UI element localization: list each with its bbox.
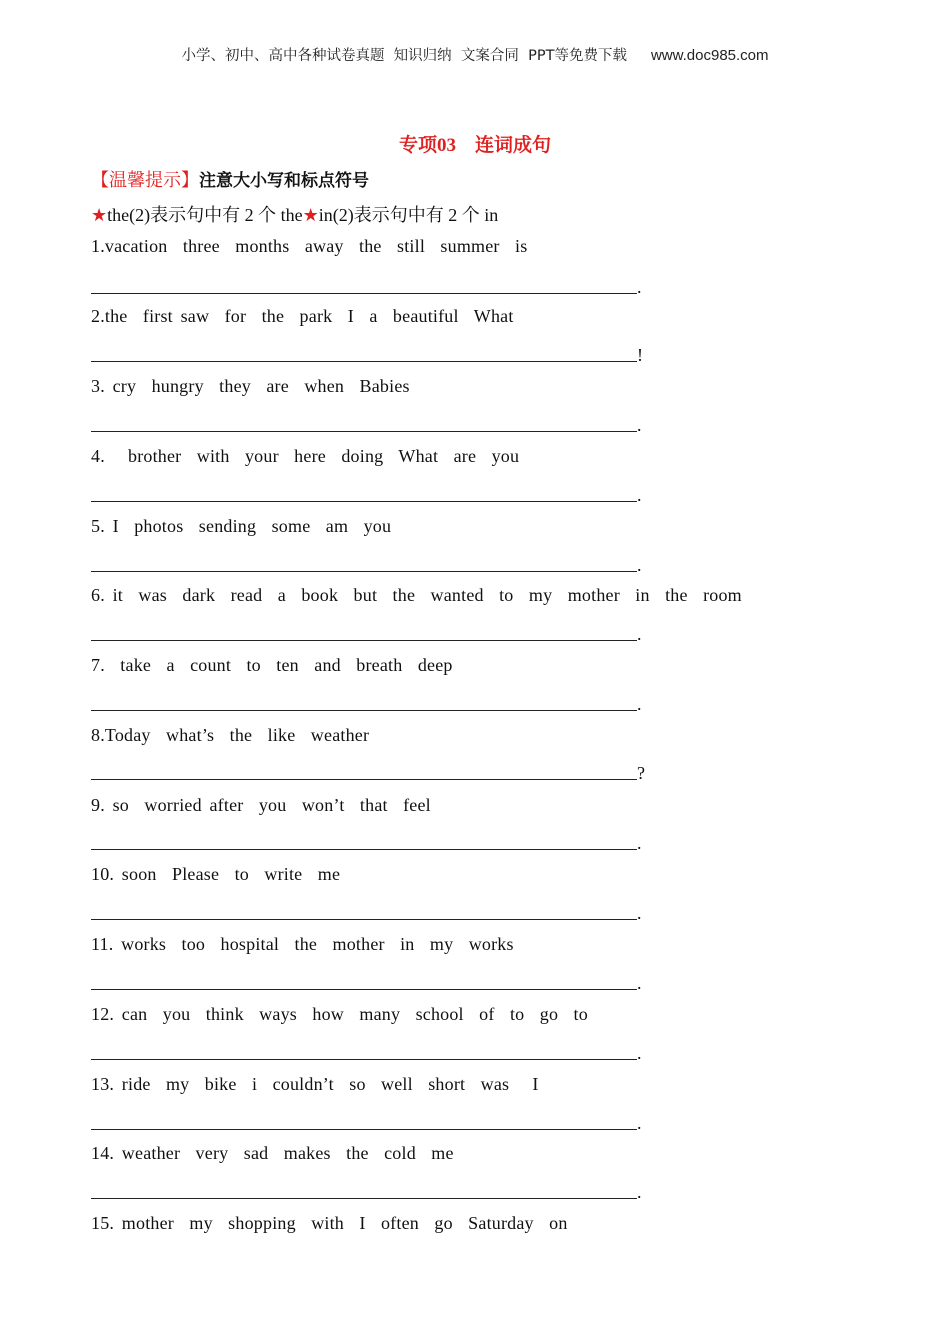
answer-line-9[interactable] <box>91 830 651 853</box>
question-3: 3. cry hungry they are when Babies <box>91 376 410 396</box>
question-13: 13. ride my bike i couldn’t so well short was I <box>91 1074 539 1094</box>
answer-punct: . <box>637 1182 642 1202</box>
answer-punct: . <box>637 415 642 435</box>
question-11: 11. works too hospital the mother in my works <box>91 934 514 954</box>
answer-punct: . <box>637 555 642 575</box>
answer-line-11[interactable] <box>91 970 651 993</box>
tip-text: 注意大小写和标点符号 <box>199 171 369 191</box>
answer-punct: ! <box>637 345 643 365</box>
note-part2: in(2)表示句中有 2 个 in <box>318 205 499 225</box>
answer-line-14[interactable] <box>91 1179 651 1202</box>
note-part1: the(2)表示句中有 2 个 the <box>107 205 303 225</box>
question-4: 4. brother with your here doing What are you <box>91 446 520 466</box>
answer-line-5[interactable] <box>91 552 651 575</box>
answer-punct: ? <box>637 763 645 783</box>
note-line <box>91 201 498 227</box>
answer-line-8[interactable] <box>91 760 651 783</box>
answer-line-12[interactable] <box>91 1040 651 1063</box>
question-1: 1.vacation three months away the still summer is <box>91 236 528 256</box>
answer-punct: . <box>637 1113 642 1133</box>
answer-line-6[interactable] <box>91 621 651 644</box>
answer-line-10[interactable] <box>91 900 651 923</box>
answer-punct: . <box>637 485 642 505</box>
answer-line-3[interactable] <box>91 412 651 435</box>
question-2: 2.the first saw for the park I a beautiful What <box>91 306 514 326</box>
tip-label: 【温馨提示】 <box>91 170 199 190</box>
answer-line-4[interactable] <box>91 482 651 505</box>
answer-line-7[interactable] <box>91 691 651 714</box>
question-5: 5. I photos sending some am you <box>91 516 392 536</box>
answer-punct: . <box>637 1043 642 1063</box>
answer-line-2[interactable] <box>91 342 651 365</box>
question-12: 12. can you think ways how many school of to go to <box>91 1004 588 1024</box>
answer-line-1[interactable] <box>91 274 651 297</box>
answer-punct: . <box>637 277 642 297</box>
page-title: 专项03 连词成句 <box>398 135 551 156</box>
star-icon: ★ <box>302 205 319 226</box>
header-site: www.doc985.com <box>650 47 769 64</box>
answer-punct: . <box>637 903 642 923</box>
question-10: 10. soon Please to write me <box>91 864 341 884</box>
answer-punct: . <box>637 973 642 993</box>
question-14: 14. weather very sad makes the cold me <box>91 1143 454 1163</box>
question-15: 15. mother my shopping with I often go Saturday on <box>91 1213 568 1233</box>
question-8: 8.Today what’s the like weather <box>91 725 370 745</box>
header-text: 小学、初中、高中各种试卷真题 知识归纳 文案合同 PPT等免费下载 <box>181 48 627 64</box>
star-icon: ★ <box>91 205 108 226</box>
question-6: 6. it was dark read a book but the wanted to my mother in the room <box>91 585 742 605</box>
answer-punct: . <box>637 624 642 644</box>
answer-punct: . <box>637 833 642 853</box>
answer-line-13[interactable] <box>91 1110 651 1133</box>
page-header <box>0 44 950 65</box>
question-9: 9. so worried after you won’t that feel <box>91 795 431 815</box>
answer-punct: . <box>637 694 642 714</box>
question-7: 7. take a count to ten and breath deep <box>91 655 453 675</box>
tip-line <box>91 166 369 192</box>
